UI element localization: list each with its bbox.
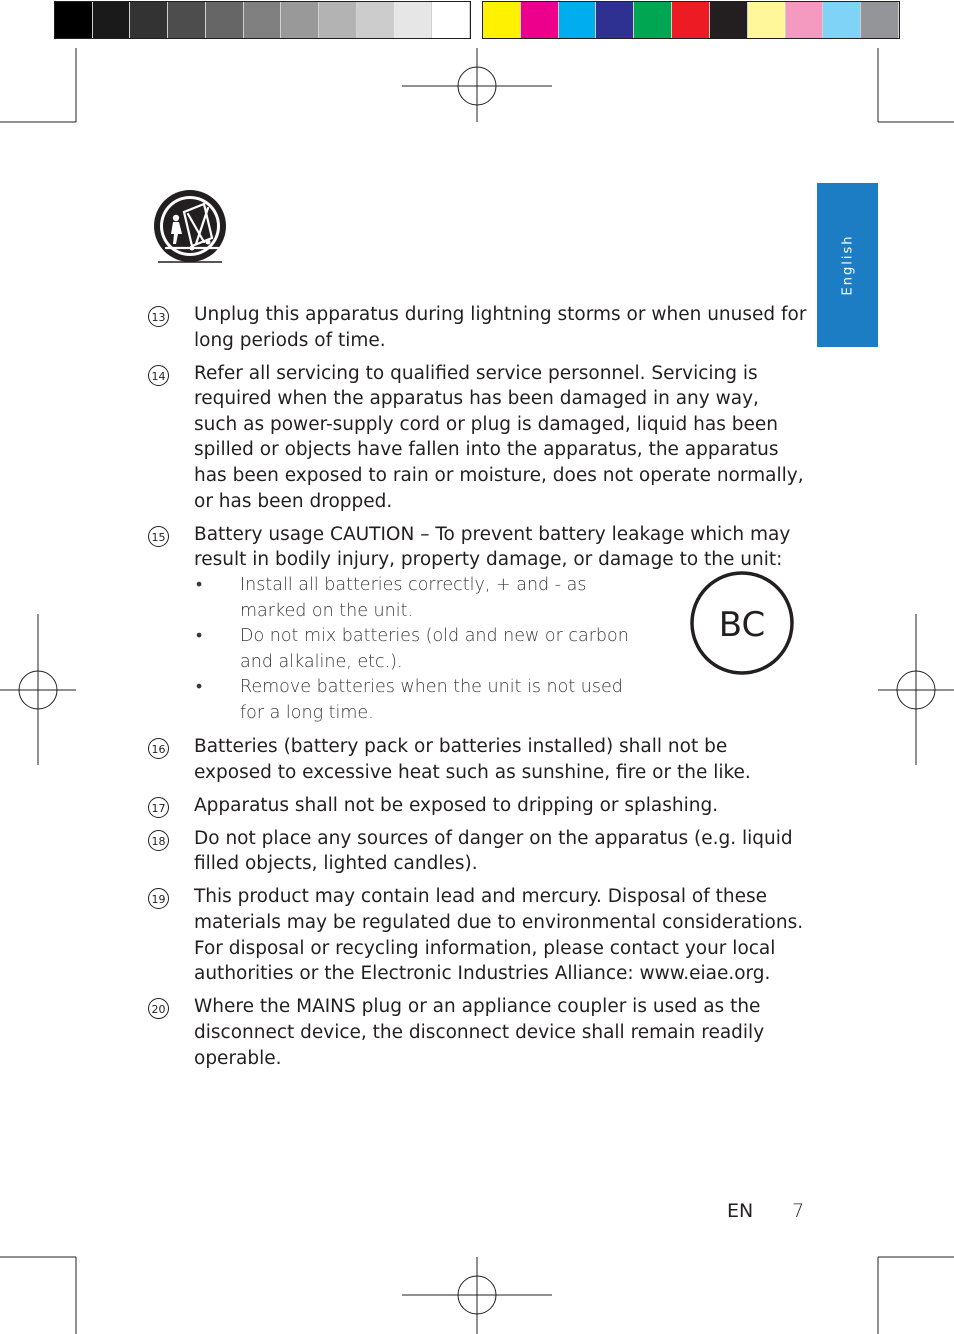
list-item <box>148 793 808 819</box>
item-text: Battery usage CAUTION – To prevent battery leakage which may result in bodily injury, property damage, or damage to the unit: <box>194 523 791 571</box>
bc-logo-text: BC <box>718 605 766 645</box>
list-item <box>148 302 808 353</box>
cart-tip-over-warning-icon <box>152 190 230 264</box>
registration-target-right <box>878 614 954 765</box>
sublist-item-text: Do not mix batteries (old and new or carbon and alkaline, etc.). <box>240 626 629 672</box>
item-text: Unplug this apparatus during lightning storms or when unused for long periods of time. <box>194 304 807 351</box>
safety-instructions-list <box>148 302 808 1079</box>
bullet-icon: • <box>196 574 203 595</box>
item-number-badge: 13 <box>148 306 169 327</box>
registration-target-top <box>402 48 552 122</box>
bullet-icon: • <box>196 677 203 698</box>
page-number: 7 <box>792 1200 805 1222</box>
item-number-badge: 20 <box>148 998 169 1019</box>
item-text: Where the MAINS plug or an appliance coupler is used as the disconnect device, the disconnect device shall remain readily operable. <box>194 996 765 1069</box>
sublist-item <box>194 573 634 624</box>
item-number-badge: 19 <box>148 888 169 909</box>
item-number-badge: 17 <box>148 797 169 818</box>
registration-target-bottom <box>402 1257 552 1334</box>
footer-language-code: EN <box>727 1200 754 1222</box>
battery-caution-sublist <box>194 573 634 727</box>
language-label: English <box>840 234 855 296</box>
registration-target-left <box>0 614 76 765</box>
item-number-badge: 16 <box>148 738 169 759</box>
sublist-item <box>194 675 634 726</box>
language-tab <box>817 183 878 347</box>
list-item <box>148 361 808 515</box>
item-number-badge: 18 <box>148 830 169 851</box>
sublist-item-text: Install all batteries correctly, + and - as marked on the unit. <box>240 574 587 621</box>
list-item <box>148 734 808 785</box>
item-text: Refer all servicing to qualified service personnel. Servicing is required when the apparatus has been damaged in any way, such as power-supply cord or plug is damaged, liquid has been spilled or objects have fallen into the apparatus, the apparatus has been exposed to rain or moisture, does not operate normally, or has been dropped. <box>194 362 804 512</box>
list-item <box>148 826 808 877</box>
item-text: Do not place any sources of danger on the apparatus (e.g. liquid filled objects, lighted candles). <box>194 827 793 875</box>
list-item <box>148 884 808 986</box>
sublist-item-text: Remove batteries when the unit is not used for a long time. <box>240 677 623 723</box>
item-number-badge: 14 <box>148 365 169 386</box>
item-number-badge: 15 <box>148 526 169 547</box>
bullet-icon: • <box>196 626 203 647</box>
bc-battery-logo-icon <box>690 570 796 676</box>
item-text: Batteries (battery pack or batteries installed) shall not be exposed to excessive heat such as sunshine, fire or the like. <box>194 736 751 783</box>
item-text: This product may contain lead and mercury. Disposal of these materials may be regulated due to environmental considerations. For disposal or recycling information, please contact your local authorities or the Electronic Industries Alliance: www.eiae.org. <box>194 886 804 985</box>
sublist-item <box>194 624 634 675</box>
item-text: Apparatus shall not be exposed to dripping or splashing. <box>194 794 719 816</box>
list-item <box>148 994 808 1071</box>
